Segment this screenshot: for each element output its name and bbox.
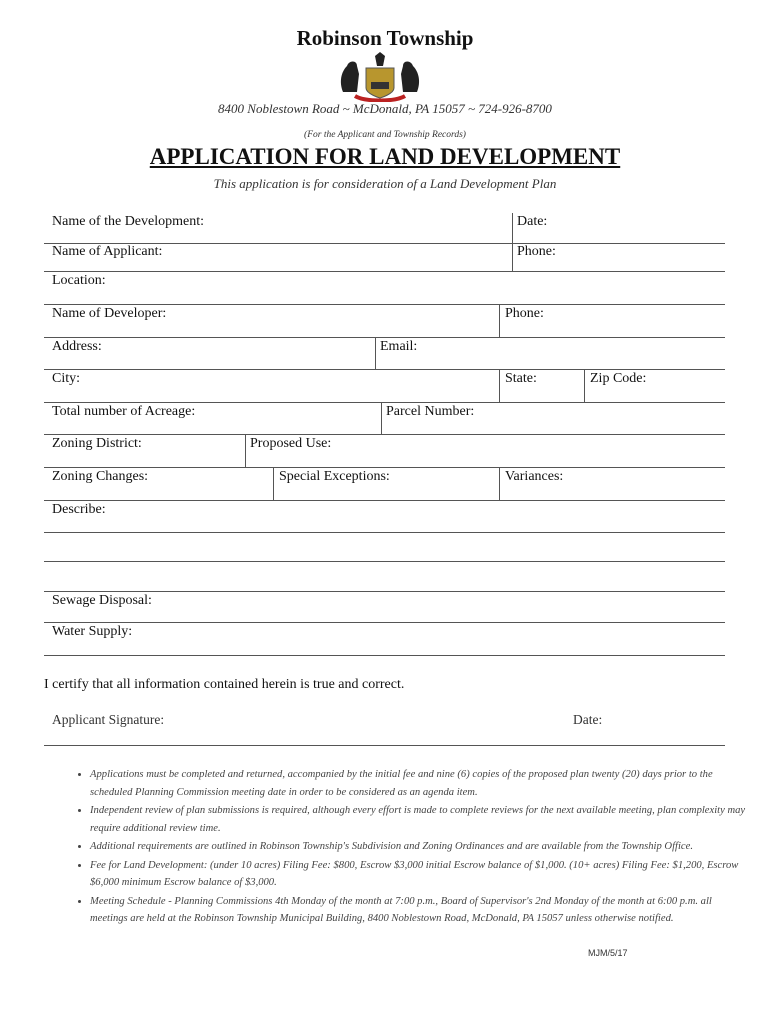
divider — [44, 467, 725, 468]
list-item: • Independent review of plan submissions is required, although every effort is made to complete reviews for the next available meeting, plan complexity may require additional review time. — [90, 802, 750, 837]
describe-field[interactable]: Describe: — [52, 502, 106, 517]
page-subtitle: This application is for consideration of a Land Development Plan — [213, 176, 557, 191]
divider — [499, 369, 500, 402]
divider — [512, 213, 513, 271]
address-field[interactable]: Address: — [52, 339, 102, 354]
zoning-district-field[interactable]: Zoning District: — [52, 436, 142, 451]
divider — [44, 500, 725, 501]
signature-line[interactable] — [44, 745, 725, 746]
developer-phone-field[interactable]: Phone: — [505, 306, 544, 321]
divider — [44, 655, 725, 656]
divider — [273, 467, 274, 500]
list-item: • Fee for Land Development: (under 10 acres) Filing Fee: $800, Escrow $3,000 initial Escrow balance of $1,000. (10+ acres) Filing Fee: $1,200, Escrow $6,000 minimum Escrow balance of $3,000. — [90, 857, 750, 892]
divider — [44, 622, 725, 623]
divider — [44, 337, 725, 338]
signature-date-label: Date: — [573, 712, 603, 727]
zoning-changes-field[interactable]: Zoning Changes: — [52, 469, 149, 484]
date-field[interactable]: Date: — [517, 214, 548, 229]
describe-line[interactable] — [44, 532, 725, 533]
divider — [44, 369, 725, 370]
city-field[interactable]: City: — [52, 371, 81, 386]
divider — [245, 434, 246, 467]
sewage-disposal-field[interactable]: Sewage Disposal: — [52, 593, 152, 608]
describe-line[interactable] — [44, 561, 725, 562]
special-exceptions-field[interactable]: Special Exceptions: — [279, 469, 390, 484]
instructions-list — [60, 766, 750, 929]
applicant-phone-field[interactable]: Phone: — [517, 244, 556, 259]
describe-line[interactable] — [44, 591, 725, 592]
water-supply-field[interactable]: Water Supply: — [52, 624, 133, 639]
divider — [584, 369, 585, 402]
development-name-field[interactable]: Name of the Development: — [52, 214, 205, 229]
form-revision-code: MJM/5/17 — [588, 948, 628, 958]
location-field[interactable]: Location: — [52, 273, 106, 288]
divider — [381, 402, 382, 434]
state-field[interactable]: State: — [505, 371, 537, 386]
coat-of-arms-logo — [335, 52, 425, 102]
divider — [499, 467, 500, 500]
divider — [375, 337, 376, 369]
acreage-field[interactable]: Total number of Acreage: — [52, 404, 196, 419]
zip-code-field[interactable]: Zip Code: — [590, 371, 647, 386]
divider — [44, 402, 725, 403]
email-field[interactable]: Email: — [380, 339, 418, 354]
developer-name-field[interactable]: Name of Developer: — [52, 306, 167, 321]
applicant-name-field[interactable]: Name of Applicant: — [52, 244, 163, 259]
township-address: 8400 Noblestown Road ~ McDonald, PA 15057 ~ 724-926-8700 — [218, 101, 552, 116]
divider — [44, 434, 725, 435]
divider — [499, 304, 500, 337]
divider — [44, 304, 725, 305]
list-item: • Applications must be completed and returned, accompanied by the initial fee and nine (6) copies of the proposed plan twenty (20) days prior to the scheduled Planning Commission meeting date in order to be considered as an agenda item. — [90, 766, 750, 801]
parcel-number-field[interactable]: Parcel Number: — [386, 404, 475, 419]
page-title: APPLICATION FOR LAND DEVELOPMENT — [149, 144, 621, 169]
variances-field[interactable]: Variances: — [505, 469, 564, 484]
applicant-signature-label: Applicant Signature: — [52, 712, 165, 727]
list-item: • Meeting Schedule - Planning Commissions 4th Monday of the month at 7:00 p.m., Board of Supervisor's 2nd Monday of the month at 6:00 p.m. all meetings are held at the Robinson Township Municipal Building, 8400 Noblestown Road, McDonald, PA 15057 unless otherwise notified. — [90, 893, 750, 928]
proposed-use-field[interactable]: Proposed Use: — [250, 436, 332, 451]
township-name: Robinson Township — [296, 26, 474, 50]
divider — [44, 271, 725, 272]
records-note: (For the Applicant and Township Records) — [304, 130, 466, 140]
certification-statement: I certify that all information contained herein is true and correct. — [44, 677, 405, 692]
list-item: • Additional requirements are outlined in Robinson Township's Subdivision and Zoning Ordinances and are available from the Township Office. — [90, 838, 750, 856]
